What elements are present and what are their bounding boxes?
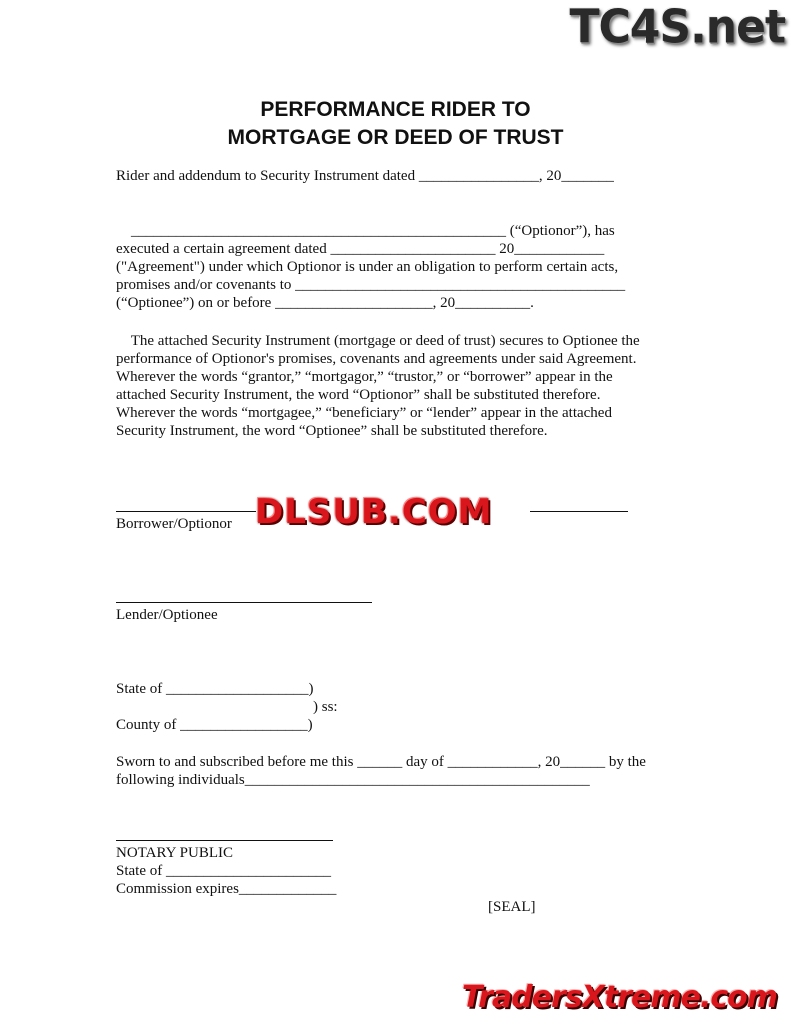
sworn-line-1: Sworn to and subscribed before me this ______ day of ____________, 20______ by the <box>116 754 646 770</box>
para2-line-4: attached Security Instrument, the word “Optionor” shall be substituted therefore. <box>116 387 601 403</box>
para1-line-1: __________________________________________________ (“Optionor”), has <box>116 223 615 239</box>
para1-line-2: executed a certain agreement dated ______________________ 20____________ <box>116 241 605 257</box>
notary-commission: Commission expires_____________ <box>116 881 337 897</box>
watermark-dlsub: DLSUB.COM <box>255 492 493 532</box>
sworn-line-2: following individuals______________________________________________ <box>116 772 590 788</box>
venue-county: County of _________________) <box>116 717 313 733</box>
lender-label: Lender/Optionee <box>116 607 218 623</box>
title-line-1: PERFORMANCE RIDER TO <box>260 98 531 121</box>
borrower-label: Borrower/Optionor <box>116 516 232 532</box>
intro-line: Rider and addendum to Security Instrument dated ________________, 20_______ <box>116 168 614 184</box>
para2-line-5: Wherever the words “mortgagee,” “beneficiary” or “lender” appear in the attached <box>116 405 612 421</box>
para2-line-6: Security Instrument, the word “Optionee” shall be substituted therefore. <box>116 423 548 439</box>
para1-line-4: promises and/or covenants to ____________________________________________ <box>116 277 626 293</box>
watermark-tc4s: TC4S.net <box>569 0 785 55</box>
notary-seal: [SEAL] <box>488 899 536 915</box>
borrower-signature-line <box>116 511 256 512</box>
notary-state: State of ______________________ <box>116 863 331 879</box>
title-line-2: MORTGAGE OR DEED OF TRUST <box>227 126 564 149</box>
watermark-tradersxtreme: TradersXtreme.com <box>462 980 777 1015</box>
para1-line-3: ("Agreement") under which Optionor is under an obligation to perform certain acts, <box>116 259 619 275</box>
venue-state: State of ___________________) <box>116 681 314 697</box>
document-title <box>0 96 791 152</box>
lender-signature-line <box>116 602 372 603</box>
para2-line-3: Wherever the words “grantor,” “mortgagor,” “trustor,” or “borrower” appear in the <box>116 369 613 385</box>
notary-title: NOTARY PUBLIC <box>116 845 234 861</box>
para2-line-1: The attached Security Instrument (mortgage or deed of trust) secures to Optionee the <box>116 333 640 349</box>
borrower-date-line <box>530 511 628 512</box>
notary-signature-line <box>116 840 333 841</box>
venue-ss: ) ss: <box>313 699 338 715</box>
para1-line-5: (“Optionee”) on or before _____________________, 20__________. <box>116 295 534 311</box>
para2-line-2: performance of Optionor's promises, covenants and agreements under said Agreement. <box>116 351 637 367</box>
